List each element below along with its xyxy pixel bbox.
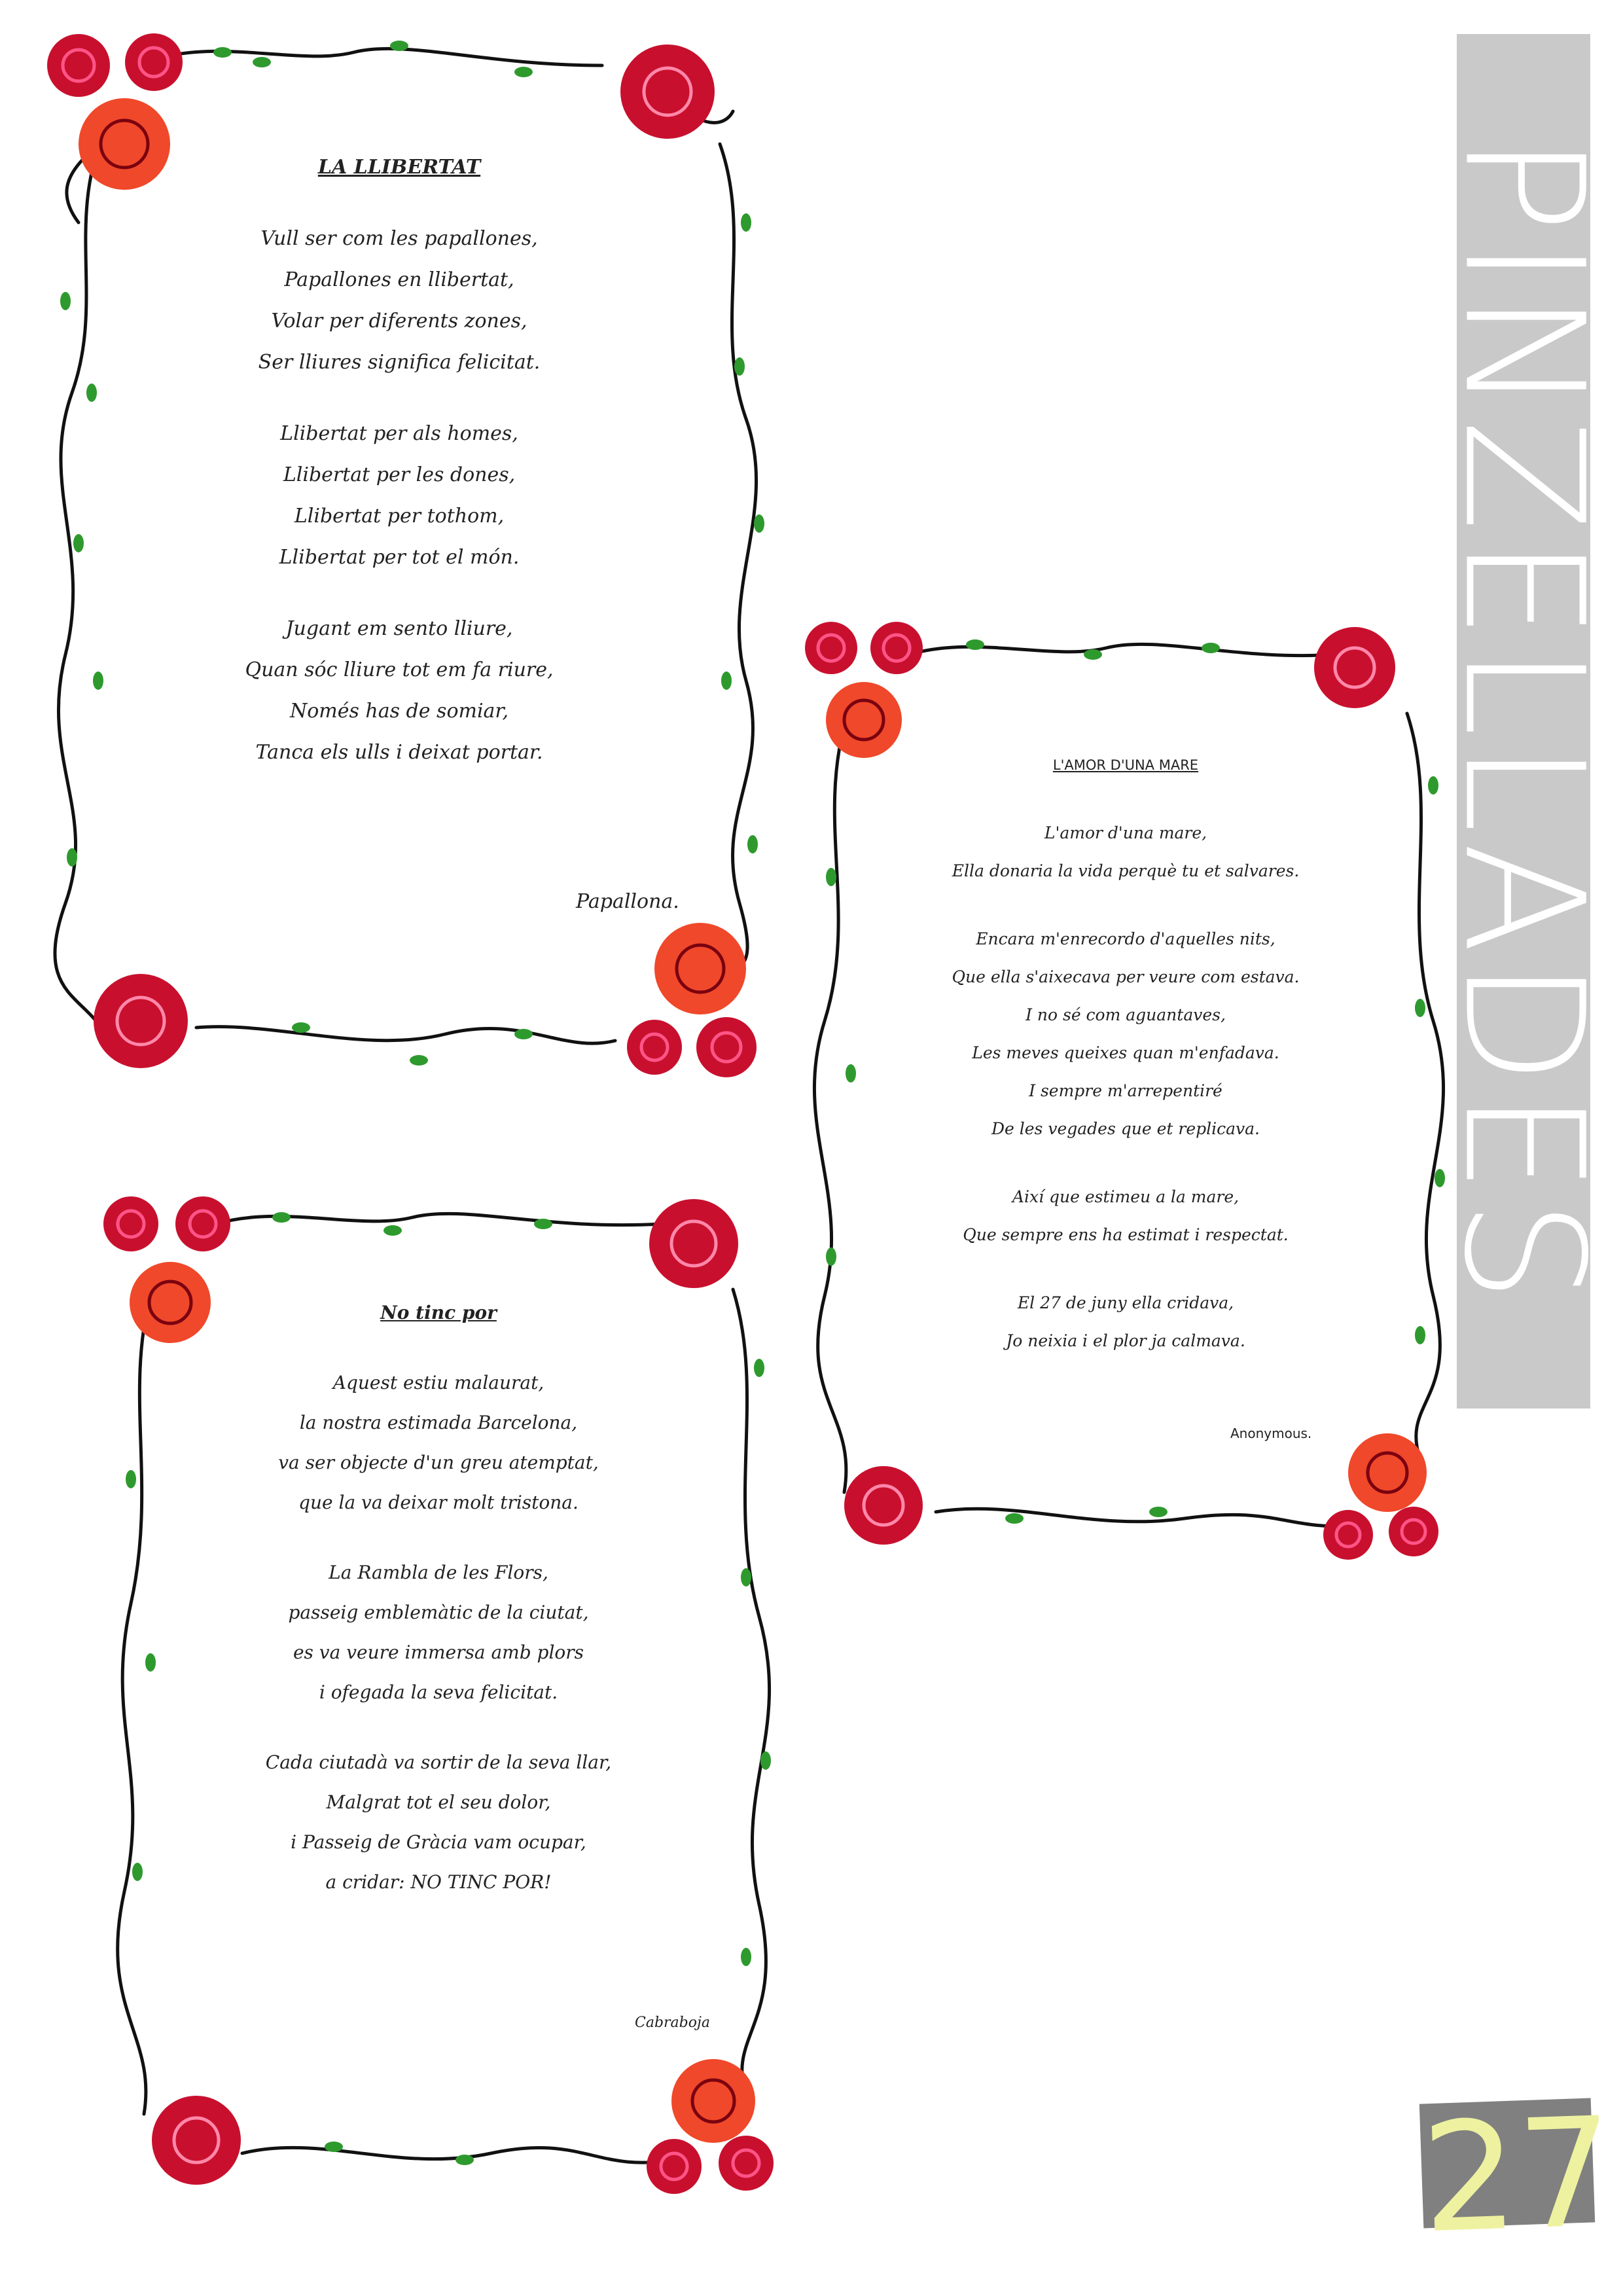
stanza (890, 814, 1361, 890)
verse-line: i Passeig de Gràcia vam ocupar, (291, 1831, 586, 1853)
poem-no-tinc-por (216, 1293, 661, 1902)
verse-line: Malgrat tot el seu dolor, (326, 1791, 551, 1813)
verse-line: Ella donaria la vida perquè tu et salvares. (952, 861, 1300, 880)
verse-line: Llibertat per als homes, (280, 422, 518, 445)
stanza (216, 1552, 661, 1712)
magazine-section-banner (1428, 34, 1619, 1408)
verse-line: Papallones en llibertat, (284, 268, 514, 291)
verse-line: Cada ciutadà va sortir de la seva llar, (265, 1751, 612, 1773)
verse-line: Tanca els ulls i deixat portar. (255, 741, 543, 764)
page-number-badge (1419, 2085, 1616, 2267)
stanza (196, 608, 602, 773)
poem-title: L'AMOR D'UNA MARE (1052, 757, 1199, 773)
verse-line: Jugant em sento lliure, (285, 617, 513, 640)
poem-author: Papallona. (576, 890, 679, 913)
verse-line: Ser lliures significa felicitat. (258, 351, 541, 374)
page-number: 27 (1419, 2085, 1616, 2267)
verse-line: Que sempre ens ha estimat i respectat. (963, 1225, 1289, 1244)
verse-line: I sempre m'arrepentiré (1029, 1081, 1222, 1100)
verse-line: I no sé com aguantaves, (1026, 1005, 1226, 1024)
poem-author: Anonymous. (1230, 1426, 1312, 1441)
verse-line: Llibertat per tothom, (294, 505, 505, 528)
poem-title: LA LLIBERTAT (317, 156, 481, 179)
verse-line: Llibertat per les dones, (283, 463, 516, 486)
verse-line: El 27 de juny ella cridava, (1017, 1293, 1234, 1312)
verse-line: la nostra estimada Barcelona, (299, 1412, 578, 1433)
poem-amor-duna-mare (890, 746, 1361, 1360)
verse-line: va ser objecte d'un greu atemptat, (278, 1452, 599, 1473)
verse-line: Encara m'enrecordo d'aquelles nits, (976, 929, 1275, 948)
poem-title: No tinc por (380, 1302, 497, 1323)
verse-line: Aquest estiu malaurat, (332, 1372, 544, 1393)
verse-line: Volar per diferents zones, (271, 310, 527, 332)
verse-line: Quan sóc lliure tot em fa riure, (245, 658, 554, 681)
stanza (890, 1178, 1361, 1254)
verse-line: i ofegada la seva felicitat. (319, 1681, 558, 1703)
verse-line: a cridar: NO TINC POR! (325, 1871, 552, 1893)
poem-la-llibertat (196, 147, 602, 773)
stanza (196, 218, 602, 383)
verse-line: De les vegades que et replicava. (991, 1119, 1260, 1138)
verse-line: passeig emblemàtic de la ciutat, (288, 1602, 589, 1623)
verse-line: Que ella s'aixecava per veure com estava. (952, 967, 1300, 986)
poem-author: Cabraboja (635, 2015, 710, 2031)
verse-line: Així que estimeu a la mare, (1012, 1187, 1240, 1206)
stanza (216, 1363, 661, 1522)
verse-line: Només has de somiar, (289, 700, 509, 723)
verse-line: Jo neixia i el plor ja calmava. (1006, 1331, 1245, 1350)
verse-line: La Rambla de les Flors, (329, 1562, 548, 1583)
stanza (216, 1742, 661, 1902)
stanza (890, 1284, 1361, 1360)
banner-title: PINZELLADES (1428, 134, 1619, 1308)
verse-line: es va veure immersa amb plors (293, 1641, 584, 1663)
verse-line: Llibertat per tot el món. (279, 546, 520, 569)
verse-line: Les meves queixes quan m'enfadava. (972, 1043, 1279, 1062)
verse-line: que la va deixar molt tristona. (298, 1492, 579, 1513)
stanza (196, 413, 602, 578)
verse-line: Vull ser com les papallones, (260, 227, 538, 250)
verse-line: L'amor d'una mare, (1044, 823, 1207, 842)
stanza (890, 920, 1361, 1148)
